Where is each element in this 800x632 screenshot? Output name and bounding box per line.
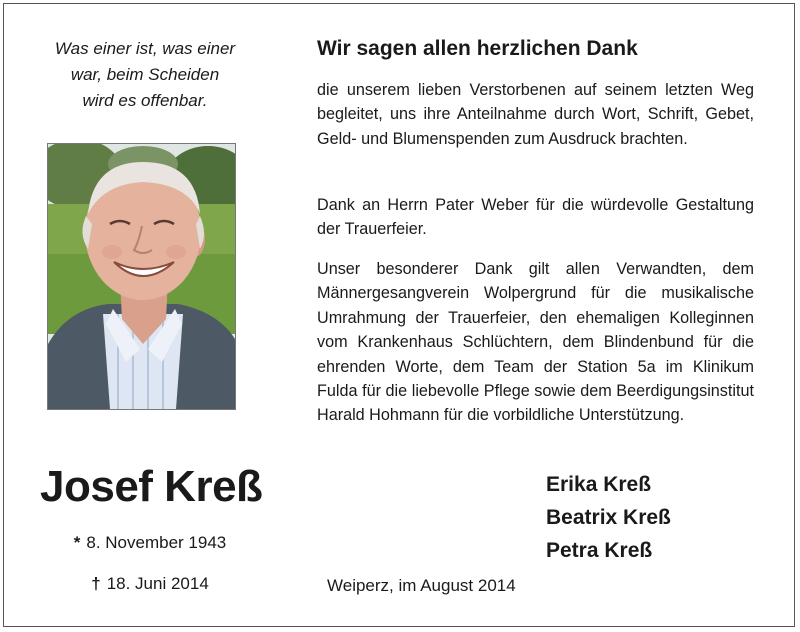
memorial-quote: [40, 36, 250, 114]
quote-line: Was einer ist, was einer: [54, 39, 236, 58]
quote-line: war, beim Scheiden: [70, 65, 220, 84]
thanks-headline: Wir sagen allen herzlichen Dank: [317, 37, 638, 60]
death-date-line: [40, 572, 260, 596]
thanks-paragraph: Dank an Herrn Pater Weber für die würdevolle Gestaltung der Trauerfeier.: [317, 196, 754, 239]
signers-list: [546, 468, 776, 567]
death-cross-icon: †: [91, 574, 101, 593]
place-date: Weiperz, im August 2014: [327, 576, 516, 595]
thanks-paragraph: Unser besonderer Dank gilt allen Verwandten, dem Männergesangverein Wolpergrund für die musikalische Umrahmung der Trauerfeier, den ehemaligen Kolleginnen vom Krankenhaus Schlüchtern, dem Blindenbund für die ehrenden Worte, dem Team der Station 5a im Klinikum Fulda für die liebevolle Pflege sowie dem Beerdigungsinstitut Harald Hohmann für die vorbildliche Unterstützung.: [317, 260, 754, 425]
deceased-name: Josef Kreß: [40, 462, 263, 511]
birth-star-icon: *: [73, 533, 81, 552]
birth-date: 8. November 1943: [86, 533, 227, 552]
signer-name: Beatrix Kreß: [546, 506, 671, 529]
birth-date-line: [40, 531, 260, 555]
quote-line: wird es offenbar.: [82, 91, 208, 110]
death-date: 18. Juni 2014: [106, 574, 209, 593]
signer-name: Erika Kreß: [546, 473, 652, 496]
thanks-paragraph: die unserem lieben Verstorbenen auf seinem letzten Weg begleitet, uns ihre Anteilnahme durch Wort, Schrift, Gebet, Geld- und Blumenspenden zum Ausdruck brachten.: [317, 81, 754, 148]
portrait-photo: [47, 143, 236, 410]
signer-name: Petra Kreß: [546, 539, 653, 562]
